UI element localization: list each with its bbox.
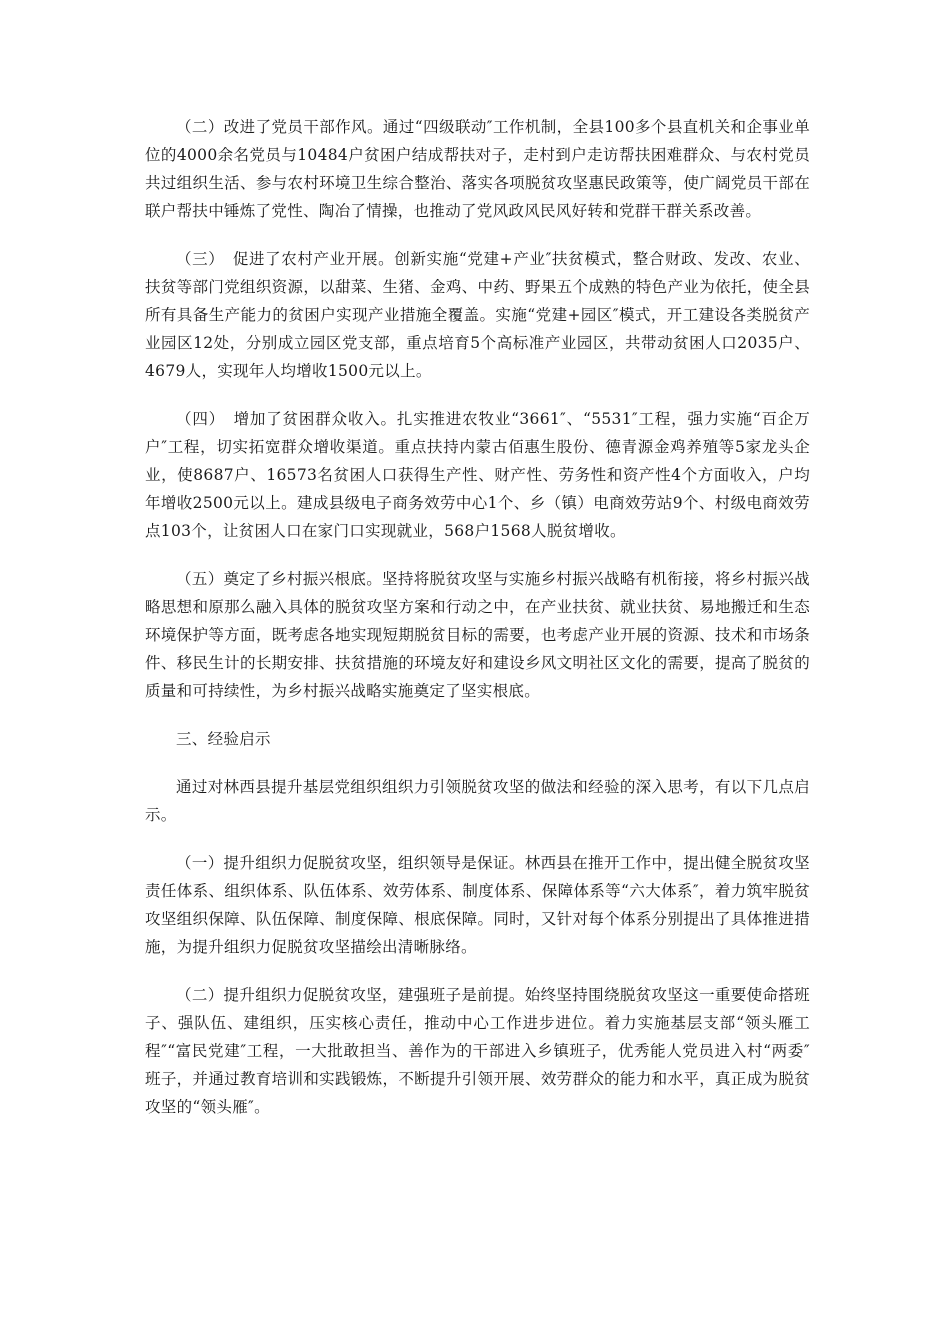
paragraph-improved-cadre-style: （二）改进了党员干部作风。通过“四级联动″工作机制，全县100多个县直机关和企事业单位的4000余名党员与10484户贫困户结成帮扶对子，走村到户走访帮扶困难群众、与农村党员共过组织生活、参与农村环境卫生综合整治、落实各项脱贫攻坚惠民政策等，使广阔党员干部在联户帮扶中锤炼了党性、陶冶了情操，也推动了党风政风民风好转和党群干群关系改善。: [145, 118, 810, 220]
paragraph-rural-industry: （三） 促进了农村产业开展。创新实施“党建+产业″扶贫模式，整合财政、发改、农业、扶贫等部门党组织资源，以甜菜、生猪、金鸡、中药、野果五个成熟的特色产业为依托，使全县所有具备生产能力的贫困户实现产业措施全覆盖。实施“党建+园区″模式，开工建设各类脱贫产业园区12处，分别成立园区党支部，重点培育5个高标准产业园区，共带动贫困人口2035户、4679人，实现年人均增收1500元以上。: [145, 250, 810, 380]
paragraph-rural-revitalization: （五）奠定了乡村振兴根底。坚持将脱贫攻坚与实施乡村振兴战略有机衔接，将乡村振兴战略思想和原那么融入具体的脱贫攻坚方案和行动之中，在产业扶贫、就业扶贫、易地搬迁和生态环境保护等方面，既考虑各地实现短期脱贫目标的需要，也考虑产业开展的资源、技术和市场条件、移民生计的长期安排、扶贫措施的环境友好和建设乡风文明社区文化的需要，提高了脱贫的质量和可持续性，为乡村振兴战略实施奠定了坚实根底。: [145, 570, 810, 700]
paragraph-poor-income: （四） 增加了贫困群众收入。扎实推进农牧业“3661″、“5531″工程，强力实施“百企万户″工程，切实拓宽群众增收渠道。重点扶持内蒙古佰惠生股份、德青源金鸡养殖等5家龙头企业，使8687户、16573名贫困人口获得生产性、财产性、劳务性和资产性4个方面收入，户均年增收2500元以上。建成县级电子商务效劳中心1个、乡（镇）电商效劳站9个、村级电商效劳点103个，让贫困人口在家门口实现就业，568户1568人脱贫增收。: [145, 410, 810, 540]
paragraph-insight-leadership: （一）提升组织力促脱贫攻坚，组织领导是保证。林西县在推开工作中，提出健全脱贫攻坚责任体系、组织体系、队伍体系、效劳体系、制度体系、保障体系等“六大体系″，着力筑牢脱贫攻坚组织保障、队伍保障、制度保障、根底保障。同时，又针对每个体系分别提出了具体推进措施，为提升组织力促脱贫攻坚描绘出清晰脉络。: [145, 854, 810, 956]
section-heading: 三、经验启示: [176, 730, 271, 748]
document-body: [145, 113, 810, 1141]
paragraph-insight-team: （二）提升组织力促脱贫攻坚，建强班子是前提。始终坚持围绕脱贫攻坚这一重要使命搭班子、强队伍、建组织，压实核心责任，推动中心工作进步进位。着力实施基层支部“领头雁工程″“富民党建″工程，一大批敢担当、善作为的干部进入乡镇班子，优秀能人党员进入村“两委″班子，并通过教育培训和实践锻炼，不断提升引领开展、效劳群众的能力和水平，真正成为脱贫攻坚的“领头雁″。: [145, 986, 810, 1116]
paragraph-intro-insights: 通过对林西县提升基层党组织组织力引领脱贫攻坚的做法和经验的深入思考，有以下几点启示。: [145, 778, 810, 824]
